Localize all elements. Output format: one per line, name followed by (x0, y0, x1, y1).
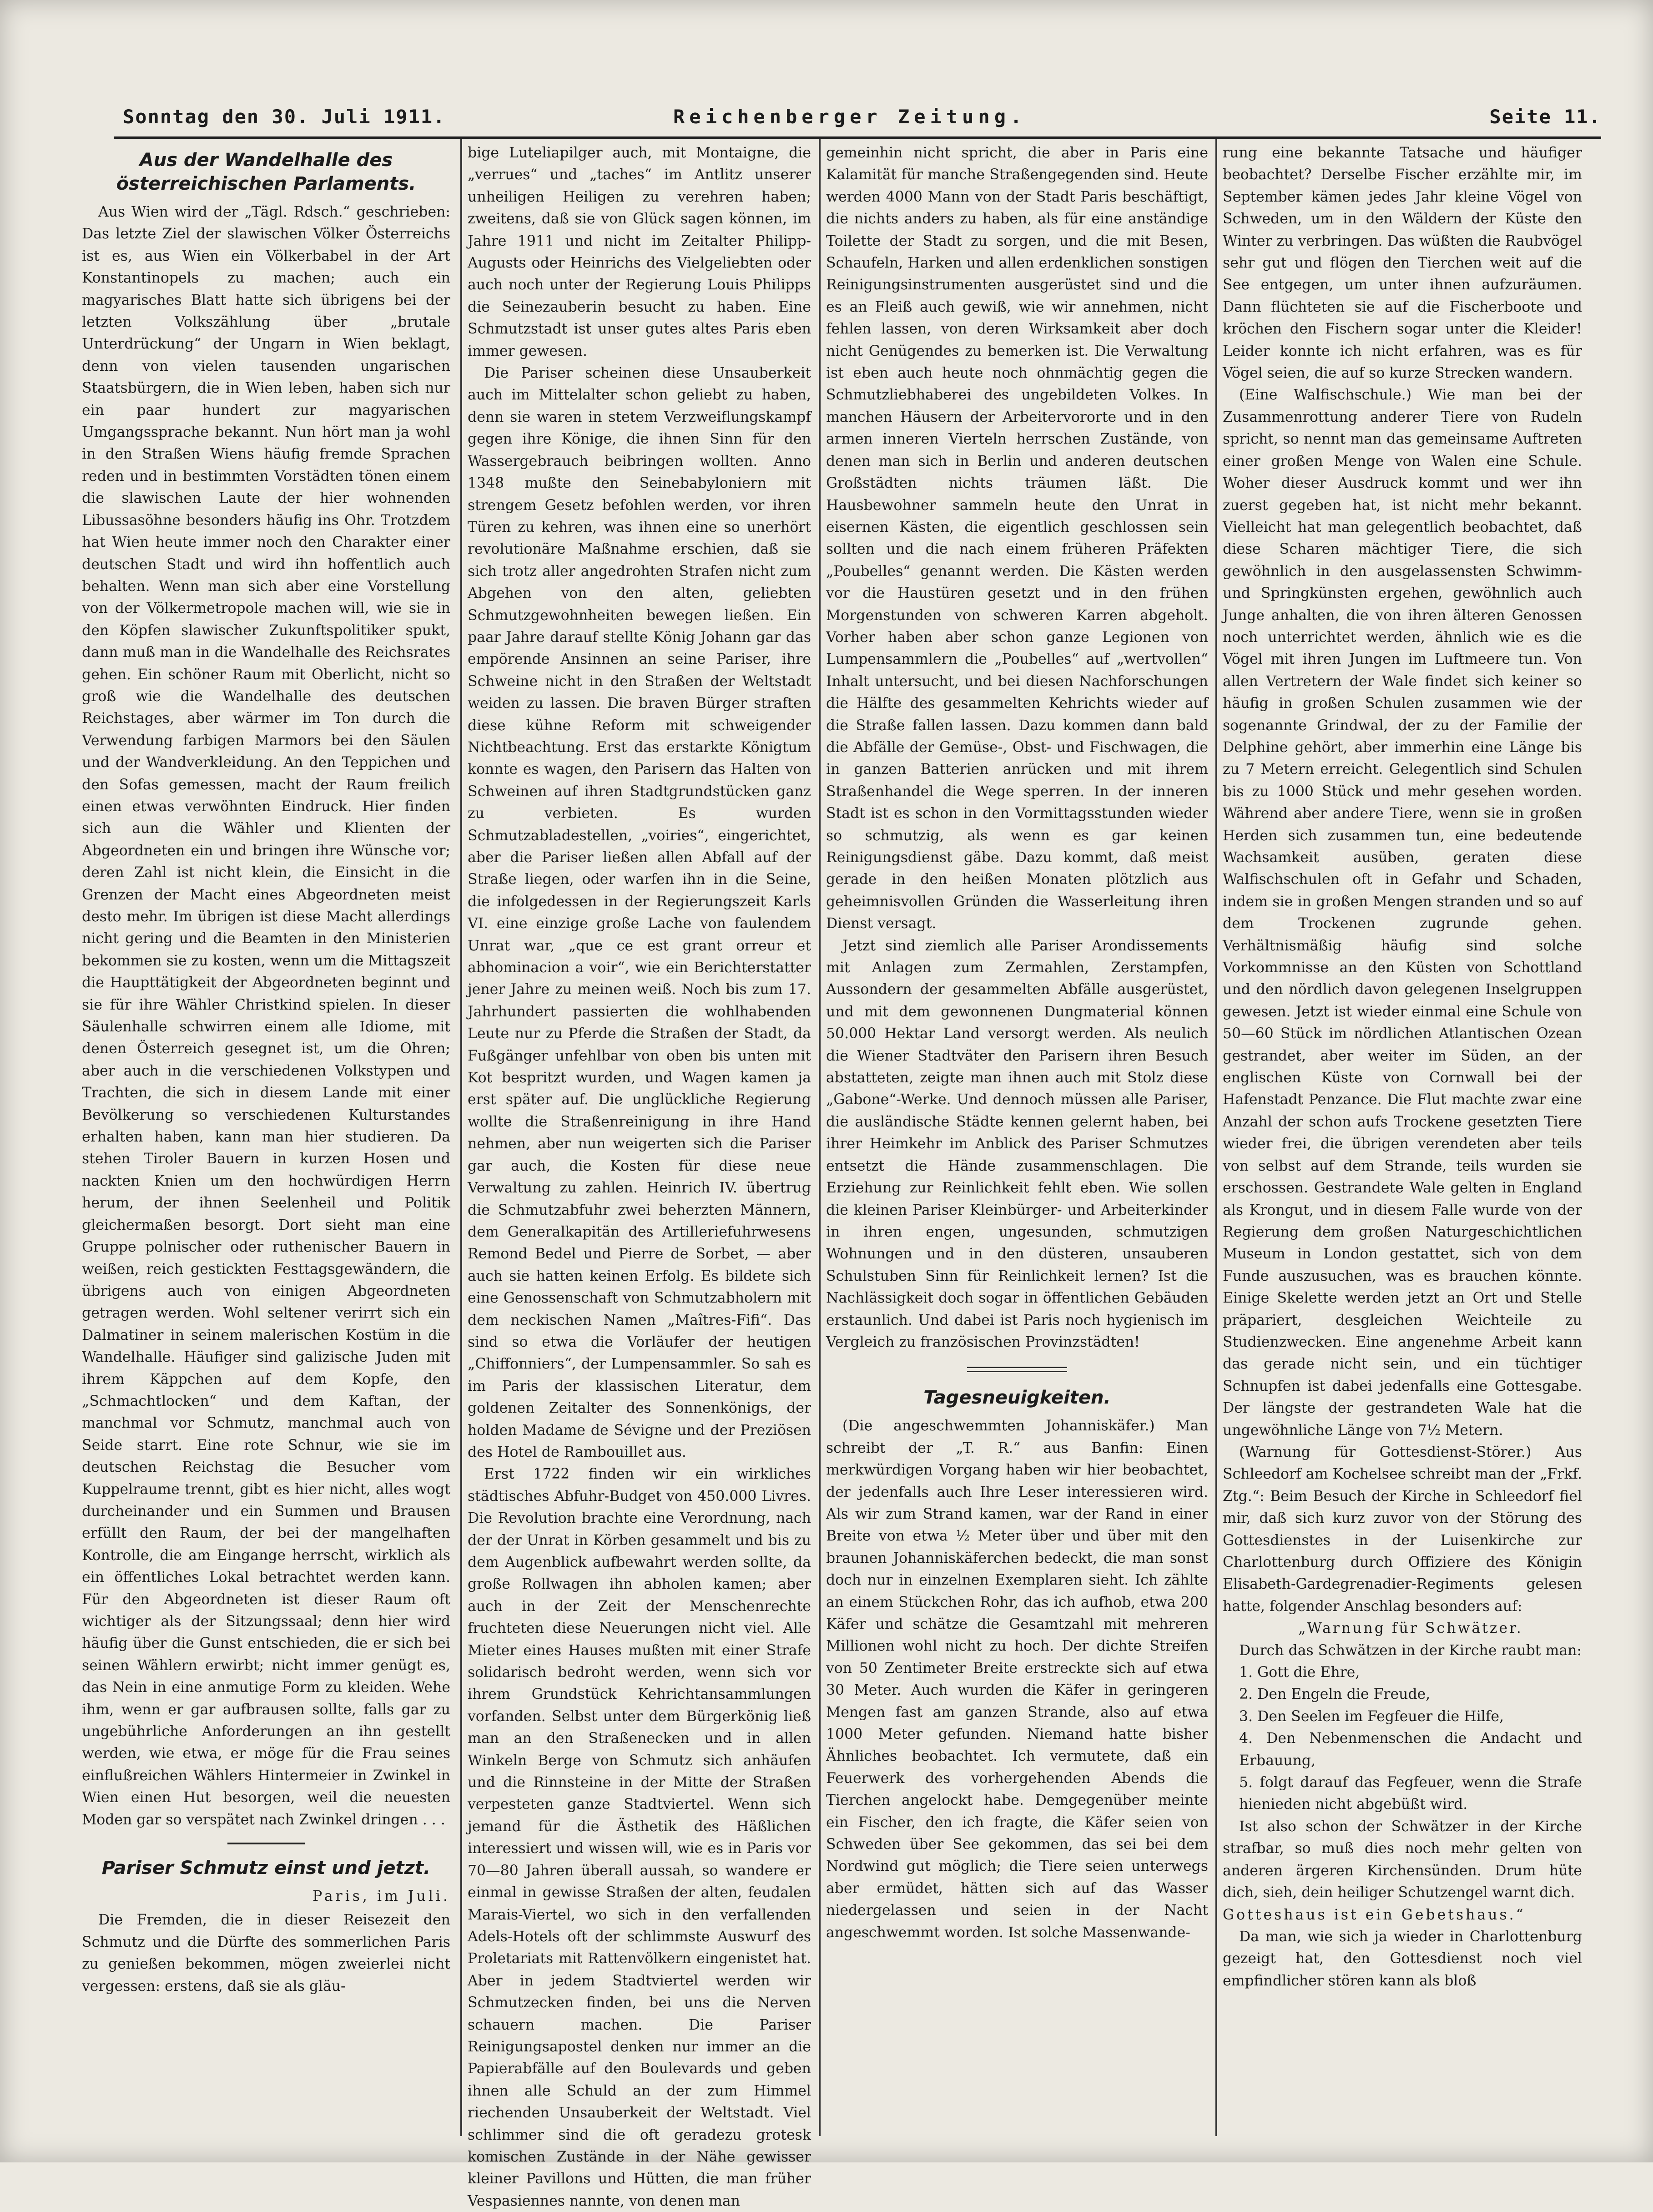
article-separator (227, 1843, 305, 1844)
list-item: 5. folgt darauf das Fegfeuer, wenn die Strafe hienieden nicht abgebüßt wird. (1239, 1774, 1582, 1813)
column-2 (468, 142, 811, 2209)
dateline-paris: Paris, im Juli. (312, 1888, 450, 1905)
list-item: 3. Den Seelen im Fegfeuer die Hilfe, (1239, 1708, 1504, 1725)
list-item: 2. Den Engeln die Freude, (1239, 1686, 1431, 1703)
paris-paragraph-1: bige Luteliapilger auch, mit Montaigne, die „verrues“ und „taches“ im Antlitz unserer unheiligen Heiligen zu verehren haben; zweitens, daß sie von Glück sagen können, im Jahre 1911 und nicht im Zeitalter Philipp-Augusts oder Heinrichs des Vielgeliebten oder auch noch unter der Regierung Louis Philipps die Seinezauberin besucht zu haben. Eine Schmutzstadt ist unser gutes altes Paris eben immer gewesen. (468, 145, 811, 359)
news-item-whale-school: (Eine Walfischschule.) Wie man bei der Zusammenrottung anderer Tiere von Rudeln spricht, so nennt man das gemeinsame Auftreten einer großen Menge von Walen eine Schule. Woher dieser Ausdruck kommt und wer ihn zuerst gegeben hat, ist nicht mehr bekannt. Vielleicht hat man gelegentlich beobachtet, daß diese Scharen mächtiger Tiere, die sich gewöhnlich in den ausgelassensten Schwimm- und Springkünsten ergehen, gewöhnlich auch Junge anhalten, die von ihren älteren Genossen noch unterrichtet werden, ähnlich wie es die Vögel mit ihren Jungen im Luftmeere tun. Von allen Vertretern der Wale findet sich keiner so häufig in großen Schulen zusammen wie der sogenannte Grindwal, der zu der Familie der Delphine gehört, aber immerhin eine Länge bis zu 7 Metern erreicht. Gelegentlich sind Schulen bis zu 1000 Stück und mehr gesehen worden. Während aber andere Tiere, wenn sie in großen Herden sich zusammen tun, eine bedeutende Wachsamkeit ausüben, geraten diese Walfischschulen oft in Gefahr und Schaden, indem sie in großen Mengen stranden und so auf dem Trockenen zugrunde gehen. Verhältnismäßig häufig sind solche Vorkommnisse an den Küsten von Schottland und den nördlich davon gelegenen Inselgruppen gewesen. Jetzt ist wieder einmal eine Schule von 50—60 Stück im nördlichen Atlantischen Ozean gestrandet, aber weiter im Süden, an der englischen Küste von Cornwall bei der Hafenstadt Penzance. Die Flut machte zwar eine Anzahl der schon aufs Trockene gesetzten Tiere wieder frei, die übrigen verendeten aber teils von selbst auf dem Strande, teils wurden sie erschossen. Gestrandete Wale gelten in England als Krongut, und in diesem Falle wurde von der Regierung dem großen Naturgeschichtlichen Museum in London gestattet, sich von dem Funde auszusuchen, was es brauchen könnte. Einige Skelette werden jetzt an Ort und Stelle präpariert, desgleichen Weichteile zu Studienzwecken. Eine angenehme Arbeit kann das gerade nicht sein, und ein tüchtiger Schnupfen ist dabei jedenfalls eine Gottesgabe. Der längste der gestrandeten Wale hat die ungewöhnliche Länge von 7½ Metern. (1223, 387, 1582, 1439)
paris-paragraph-2: Die Pariser scheinen diese Unsauberkeit auch im Mittelalter schon geliebt zu haben, denn sie waren in stetem Verzweiflungskampf gegen ihre Könige, die ihnen Sinn für den Wassergebrauch beibringen wollten. Anno 1348 mußte den Seinebabyloniern mit strengem Gesetz befohlen werden, vor ihren Türen zu kehren, was ihnen eine so unerhört revolutionäre Maßnahme erschien, daß sie sich trotz aller angedrohten Strafen nicht zum Abgehen von den alten, geliebten Schmutzgewohnheiten bewegen ließen. Ein paar Jahre darauf stellte König Johann gar das empörende Ansinnen an seine Pariser, ihre Schweine nicht in den Straßen der Weltstadt weiden zu lassen. Die braven Bürger straften diese kühne Reform mit schweigender Nichtbeachtung. Erst das erstarkte Königtum konnte es wagen, den Parisern das Halten von Schweinen auf ihren Stadtgrundstücken ganz zu verbieten. Es wurden Schmutzabladestellen, „voiries“, eingerichtet, aber die Pariser ließen allen Abfall auf der Straße liegen, oder warfen ihn in die Seine, die infolgedessen in der Regierungszeit Karls VI. eine einzige große Lache von faulendem Unrat war, „que ce est grant orreur et abhominacion a voir“, wie ein Berichterstatter jener Jahre zu meinen weiß. Noch bis zum 17. Jahrhundert passierten die wohlhabenden Leute nur zu Pferde die Straßen der Stadt, da Fußgänger unfehlbar von oben bis unten mit Kot bespritzt wurden, und Wagen kamen ja erst später auf. Die unglückliche Regierung wollte die Straßenreinigung in ihre Hand nehmen, aber nun weigerten sich die Pariser gar auch, die Kosten für diese neue Verwaltung zu zahlen. Heinrich IV. übertrug die Schmutzabfuhr zwei beherzten Männern, dem Generalkapitän des Artilleriefuhrwesens Remond Bedel und Pierre de Sorbet, — aber auch sie hatten keinen Erfolg. Es bildete sich eine Genossenschaft von Schmutzabholern mit dem neckischen Namen „Maîtres-Fifi“. Das sind so etwa die Vorläufer der heutigen „Chiffonniers“, der Lumpensammler. So sah es im Paris der klassischen Literatur, dem goldenen Zeitalter des Sonnenkönigs, der holden Madame de Sévigne und der Preziösen des Hotel de Rambouillet aus. (468, 365, 811, 1460)
article-body-paris-start: Die Fremden, die in dieser Reisezeit den Schmutz und die Dürfte des sommerlichen Paris zu genießen bekommen, mögen zweierlei nicht vergessen: erstens, daß sie als gläu- (82, 1912, 450, 1995)
notice-list (1223, 1662, 1582, 1816)
article-body-parliament: Aus Wien wird der „Tägl. Rdsch.“ geschrieben: Das letzte Ziel der slawischen Völker Österreichs ist es, aus Wien ein Völkerbabel in der Art Konstantinopels zu machen; auch ein magyarisches Blatt hatte sich übrigens bei der letzten Volkszählung über „brutale Unterdrückung“ der Ungarn in Wien beklagt, denn von vielen tausenden ungarischen Staatsbürgern, die in Wien leben, haben sich nur ein paar hundert zur magyarischen Umgangssprache bekannt. Nun hört man ja wohl in den Straßen Wiens häufig fremde Sprachen reden und in bestimmten Vorstädten tönen einem die slawischen Laute der hier wohnenden Libussasöhne besonders häufig ins Ohr. Trotzdem hat Wien heute immer noch den Charakter einer deutschen Stadt und wird ihn hoffentlich auch behalten. Wenn man sich aber eine Vorstellung von der Völkermetropole machen will, wie sie in den Köpfen slawischer Zukunftspolitiker spukt, dann muß man in die Wandelhalle des Reichsrates gehen. Ein schöner Raum mit Oberlicht, nicht so groß wie die Wandelhalle des deutschen Reichstages, aber wärmer im Ton durch die Verwendung farbigen Marmors bei den Säulen und der Wandverkleidung. An den Teppichen und den Sofas gemessen, macht der Raum freilich einen etwas verwöhnten Eindruck. Hier finden sich aun die Wähler und Klienten der Abgeordneten ein und bringen ihre Wünsche vor; deren Zahl ist nicht klein, die Einsicht in die Grenzen der Macht eines Abgeordneten meist desto mehr. Im übrigen ist diese Macht allerdings nicht gering und die Beamten in den Ministerien bekommen sie zu kosten, wenn um die Mittagszeit die Haupttätigkeit der Abgeordneten beginnt und sie für ihre Wähler Christkind spielen. In dieser Säulenhalle schwirren einem alle Idiome, mit denen Österreich gesegnet ist, um die Ohren; aber auch in die verschiedenen Volkstypen und Trachten, die sich in diesem Lande mit einer Bevölkerung so verschiedenen Kulturstandes erhalten haben, kann man hier studieren. Da stehen Tiroler Bauern in kurzen Hosen und nackten Knien um den hochwürdigen Herrn herum, der ihnen Seelenheil und Politik gleichermaßen besorgt. Dort sieht man eine Gruppe polnischer oder ruthenischer Bauern in weißen, reich gestickten Festtagsgewändern, die übrigens auch von einigen Abgeordneten getragen werden. Wohl seltener verirrt sich ein Dalmatiner in seinem malerischen Kostüm in die Wandelhalle. Häufiger sind galizische Juden mit ihrem Käppchen auf dem Kopfe, den „Schmachtlocken“ und dem Kaftan, der manchmal vor Schmutz, manchmal auch von Seide starrt. Eine rote Schnur, wie sie im deutschen Reichstag die Besucher vom Kuppelraume trennt, gibt es hier nicht, alles wogt durcheinander und ein Summen und Brausen erfüllt den Raum, der bei der mangelhaften Kontrolle, die am Eingange herrscht, wirklich als ein öffentliches Lokal betrachtet werden kann. Für den Abgeordneten ist dieser Raum oft wichtiger als der Sitzungssaal; denn hier wird häufig über die Gunst entschieden, die er sich bei seinen Wählern erwirbt; nicht immer genügt es, das Nein in eine anmutige Form zu kleiden. Wehe ihm, wenn er gar aufbrausen sollte, falls gar zu ungebührliche Anforderungen an ihn gestellt werden, wie etwa, er möge für die Frau seines einflußreichen Wählers Hintermeier in Zwinkel in Wien einen Hut besorgen, weil die neuesten Moden gar so verspätet nach Zwinkel dringen . . . (82, 204, 450, 1828)
column-divider (1215, 139, 1217, 2136)
column-4 (1223, 142, 1582, 2144)
section-title-news: Tagesneuigkeiten. (923, 1387, 1111, 1409)
header-date: Sonntag den 30. Juli 1911. (123, 106, 446, 128)
article-title-paris: Pariser Schmutz einst und jetzt. (101, 1858, 431, 1879)
paris-paragraph-5: Jetzt sind ziemlich alle Pariser Arondissements mit Anlagen zum Zermahlen, Zerstampfen, Aussondern der gesammelten Abfälle ausgerüstet, und mit dem gewonnenen Dungmaterial können 50.000 Hektar Land versorgt werden. Als neulich die Wiener Stadtväter den Parisern ihren Besuch abstatteten, zeigte man ihnen auch mit Stolz diese „Gabone“-Werke. Und dennoch müssen alle Pariser, die ausländische Städte kennen gelernt haben, bei ihrer Heimkehr im Anblick des Pariser Schmutzes entsetzt die Hände zusammenschlagen. Die Erziehung zur Reinlichkeit fehlt eben. Wie sollen die kleinen Pariser Kleinbürger- und Arbeiterkinder in ihren engen, ungesunden, schmutzigen Wohnungen und in den düsteren, unsauberen Schulstuben Sinn für Reinlichkeit lernen? Ist die Nachlässigkeit doch sogar in öffentlichen Gebäuden erstaunlich. Und dabei ist Paris noch hygienisch im Vergleich zu französischen Provinzstädten! (826, 937, 1208, 1350)
notice-intro: Durch das Schwätzen in der Kirche raubt man: (1239, 1642, 1582, 1659)
column-divider (819, 139, 821, 2136)
notice-body: Ist also schon der Schwätzer in der Kirche strafbar, so muß dies noch mehr gelten von anderen ärgeren Kirchensünden. Drum hüte dich, sieh, dein heiliger Schutzengel warnt dich. (1223, 1818, 1582, 1901)
paris-paragraph-4: gemeinhin nicht spricht, die aber in Paris eine Kalamität für manche Straßengegenden sind. Heute werden 4000 Mann von der Stadt Paris beschäftigt, die nichts anders zu haben, als für eine anständige Toilette der Stadt zu sorgen, und die mit Besen, Schaufeln, Harken und allen erdenklichen sonstigen Reinigungsinstrumenten ausgerüstet sind und die es an Fleiß auch gewiß, wie wir annehmen, nicht fehlen lassen, von deren Wirksamkeit aber doch nicht Genügendes zu bemerken ist. Die Verwaltung ist eben auch heute noch ohnmächtig gegen die Schmutzliebhaberei des ungebildeten Volkes. In manchen Häusern der Arbeitervororte und in den armen inneren Vierteln herrschen Zustände, von denen man sich in Berlin und anderen deutschen Großstädten nichts träumen läßt. Die Hausbewohner sammeln heute den Unrat in eisernen Kästen, die eigentlich geschlossen sein sollten und die nach einem früheren Präfekten „Poubelles“ genannt werden. Die Kästen werden vor die Haustüren gesetzt und in den frühen Morgenstunden von schweren Karren abgeholt. Vorher haben aber schon ganze Legionen von Lumpensammlern die „Poubelles“ auf „wertvollen“ Inhalt untersucht, und bei diesen Nachforschungen die Hälfte des gesammelten Kehrichts wieder auf die Straße fallen lassen. Dazu kommen dann bald die Abfälle der Gemüse-, Obst- und Fischwagen, die in ganzen Batterien anrücken und mit ihrem Straßenhandel die Wege sperren. In der inneren Stadt ist es schon in den Vormittagsstunden wieder so schmutzig, als wenn es gar keinen Reinigungsdienst gäbe. Dazu kommt, daß meist gerade in den heißen Monaten plötzlich aus geheimnisvollen Gründen die Wasserleitung ihren Dienst versagt. (826, 145, 1208, 932)
article-title-parliament: Aus der Wandelhalle des österreichischen Parlaments. (116, 150, 416, 194)
page-header (114, 101, 1601, 136)
news-item-beetles-cont: rung eine bekannte Tatsache und häufiger beobachtet? Derselbe Fischer erzählte mir, im September kämen jedes Jahr kleine Vögel von Schweden, um in den Wäldern der Küste den Winter zu verbringen. Das wüßten die Raubvögel sehr gut und flögen den Tierchen weit auf die See entgegen, um unter ihnen aufzuräumen. Dann flüchteten sie auf die Fischerboote und kröchen den Fischern sogar unter die Kleider! Leider konnte ich nicht erfahren, was es für Vögel seien, die auf so kurze Strecken wandern. (1223, 145, 1582, 382)
list-item: 4. Den Nebenmenschen die Andacht und Erbauung, (1239, 1730, 1582, 1769)
column-divider (460, 139, 462, 2136)
news-item-church-comment: Da man, wie sich ja wieder in Charlottenburg gezeigt hat, den Gottesdienst noch viel empfindlicher stören kann als bloß (1223, 1928, 1582, 1989)
news-item-beetles: (Die angeschwemmten Johanniskäfer.) Man schreibt der „T. R.“ aus Banfin: Einen merkwürdigen Vorgang haben wir hier beobachtet, der jedenfalls auch Ihre Leser interessieren wird. Als wir zum Strand kamen, war der Rand in einer Breite von etwa ½ Meter über und über mit den braunen Johanniskäferchen bedeckt, die man sonst doch nur in einzelnen Exemplaren sieht. Ich zählte an einem Stückchen Rohr, das ich aufhob, etwa 200 Käfer und schätze die Gesamtzahl mit mehreren Millionen wohl nicht zu hoch. Der dichte Streifen von 50 Zentimeter Breite erstreckte sich auf etwa 30 Meter. Auch wurden die Käfer in geringeren Mengen fast am ganzen Strande, also auf etwa 1000 Meter gefunden. Niemand hatte bisher Ähnliches beobachtet. Ich vermutete, daß ein Feuerwerk des vorhergehenden Abends die Tierchen angelockt habe. Demgegenüber meinte ein Fischer, den ich fragte, die Käfer seien von Schweden über See gekommen, das sei bei dem Nordwind gut möglich; die Tiere seien unterwegs aber ermüdet, hätten sich auf das Wasser niedergelassen und seien in der Nacht angeschwemmt worden. Ist solche Massenwande- (826, 1418, 1208, 1941)
list-item: 1. Gott die Ehre, (1239, 1664, 1360, 1681)
notice-title: „Warnung für Schwätzer. (1298, 1620, 1523, 1637)
column-1 (82, 142, 450, 2144)
header-page-number: Seite 11. (1489, 106, 1601, 128)
section-separator (967, 1367, 1067, 1372)
header-newspaper-name: Reichenberger Zeitung. (673, 106, 1027, 128)
notice-closing: Gotteshaus ist ein Gebetshaus.“ (1223, 1906, 1526, 1923)
column-3 (826, 142, 1208, 2144)
header-rule (114, 136, 1601, 139)
paris-paragraph-3: Erst 1722 finden wir ein wirkliches städtisches Abfuhr-Budget von 450.000 Livres. Die Revolution brachte eine Verordnung, nach der der Unrat in Körben gesammelt und bis zu dem Augenblick aufbewahrt werden sollte, da große Rollwagen ihn abholen kamen; aber auch in der Zeit der Menschenrechte fruchteten diese Neuerungen nicht viel. Alle Mieter eines Hauses mußten mit einer Strafe solidarisch bedroht werden, wenn sich vor ihrem Grundstück Kehrichtansammlungen vorfanden. Selbst unter dem Bürgerkönig ließ man an den Straßenecken und in allen Winkeln Berge von Schmutz sich anhäufen und die Rinnsteine in der Mitte der Straßen verpesteten ganze Stadtviertel. Wenn sich jemand für die Ästhetik des Häßlichen interessiert und wissen will, wie es in Paris vor 70—80 Jahren überall aussah, so wandere er einmal in gewisse Straßen der alten, feudalen Marais-Viertel, wo sich in den verfallenden Adels-Hotels oft der schlimmste Auswurf des Proletariats mit Rattenvölkern eingenistet hat. Aber in jedem Stadtviertel werden wir Schmutzecken finden, bei uns die Nerven schauern machen. Die Pariser Reinigungsapostel denken nur immer an die Papierabfälle auf den Boulevards und geben ihnen alle Schuld an der zum Himmel riechenden Unsauberkeit der Weltstadt. Viel schlimmer sind die oft geradezu grotesk komischen Zustände in der Nähe gewisser kleiner Pavillons und Hütten, die man früher Vespasiennes nannte, von denen man (468, 1466, 811, 2209)
news-item-church-warning: (Warnung für Gottesdienst-Störer.) Aus Schleedorf am Kochelsee schreibt man der „Frkf. Ztg.“: Beim Besuch der Kirche in Schleedorf fiel mir, daß sich kurz zuvor von der Störung des Gottesdienstes in der Luisenkirche zur Charlottenburg durch Offiziere des Königin Elisabeth-Gardegrenadier-Regiments gelesen hatte, folgender Anschlag besonders auf: (1223, 1444, 1582, 1615)
